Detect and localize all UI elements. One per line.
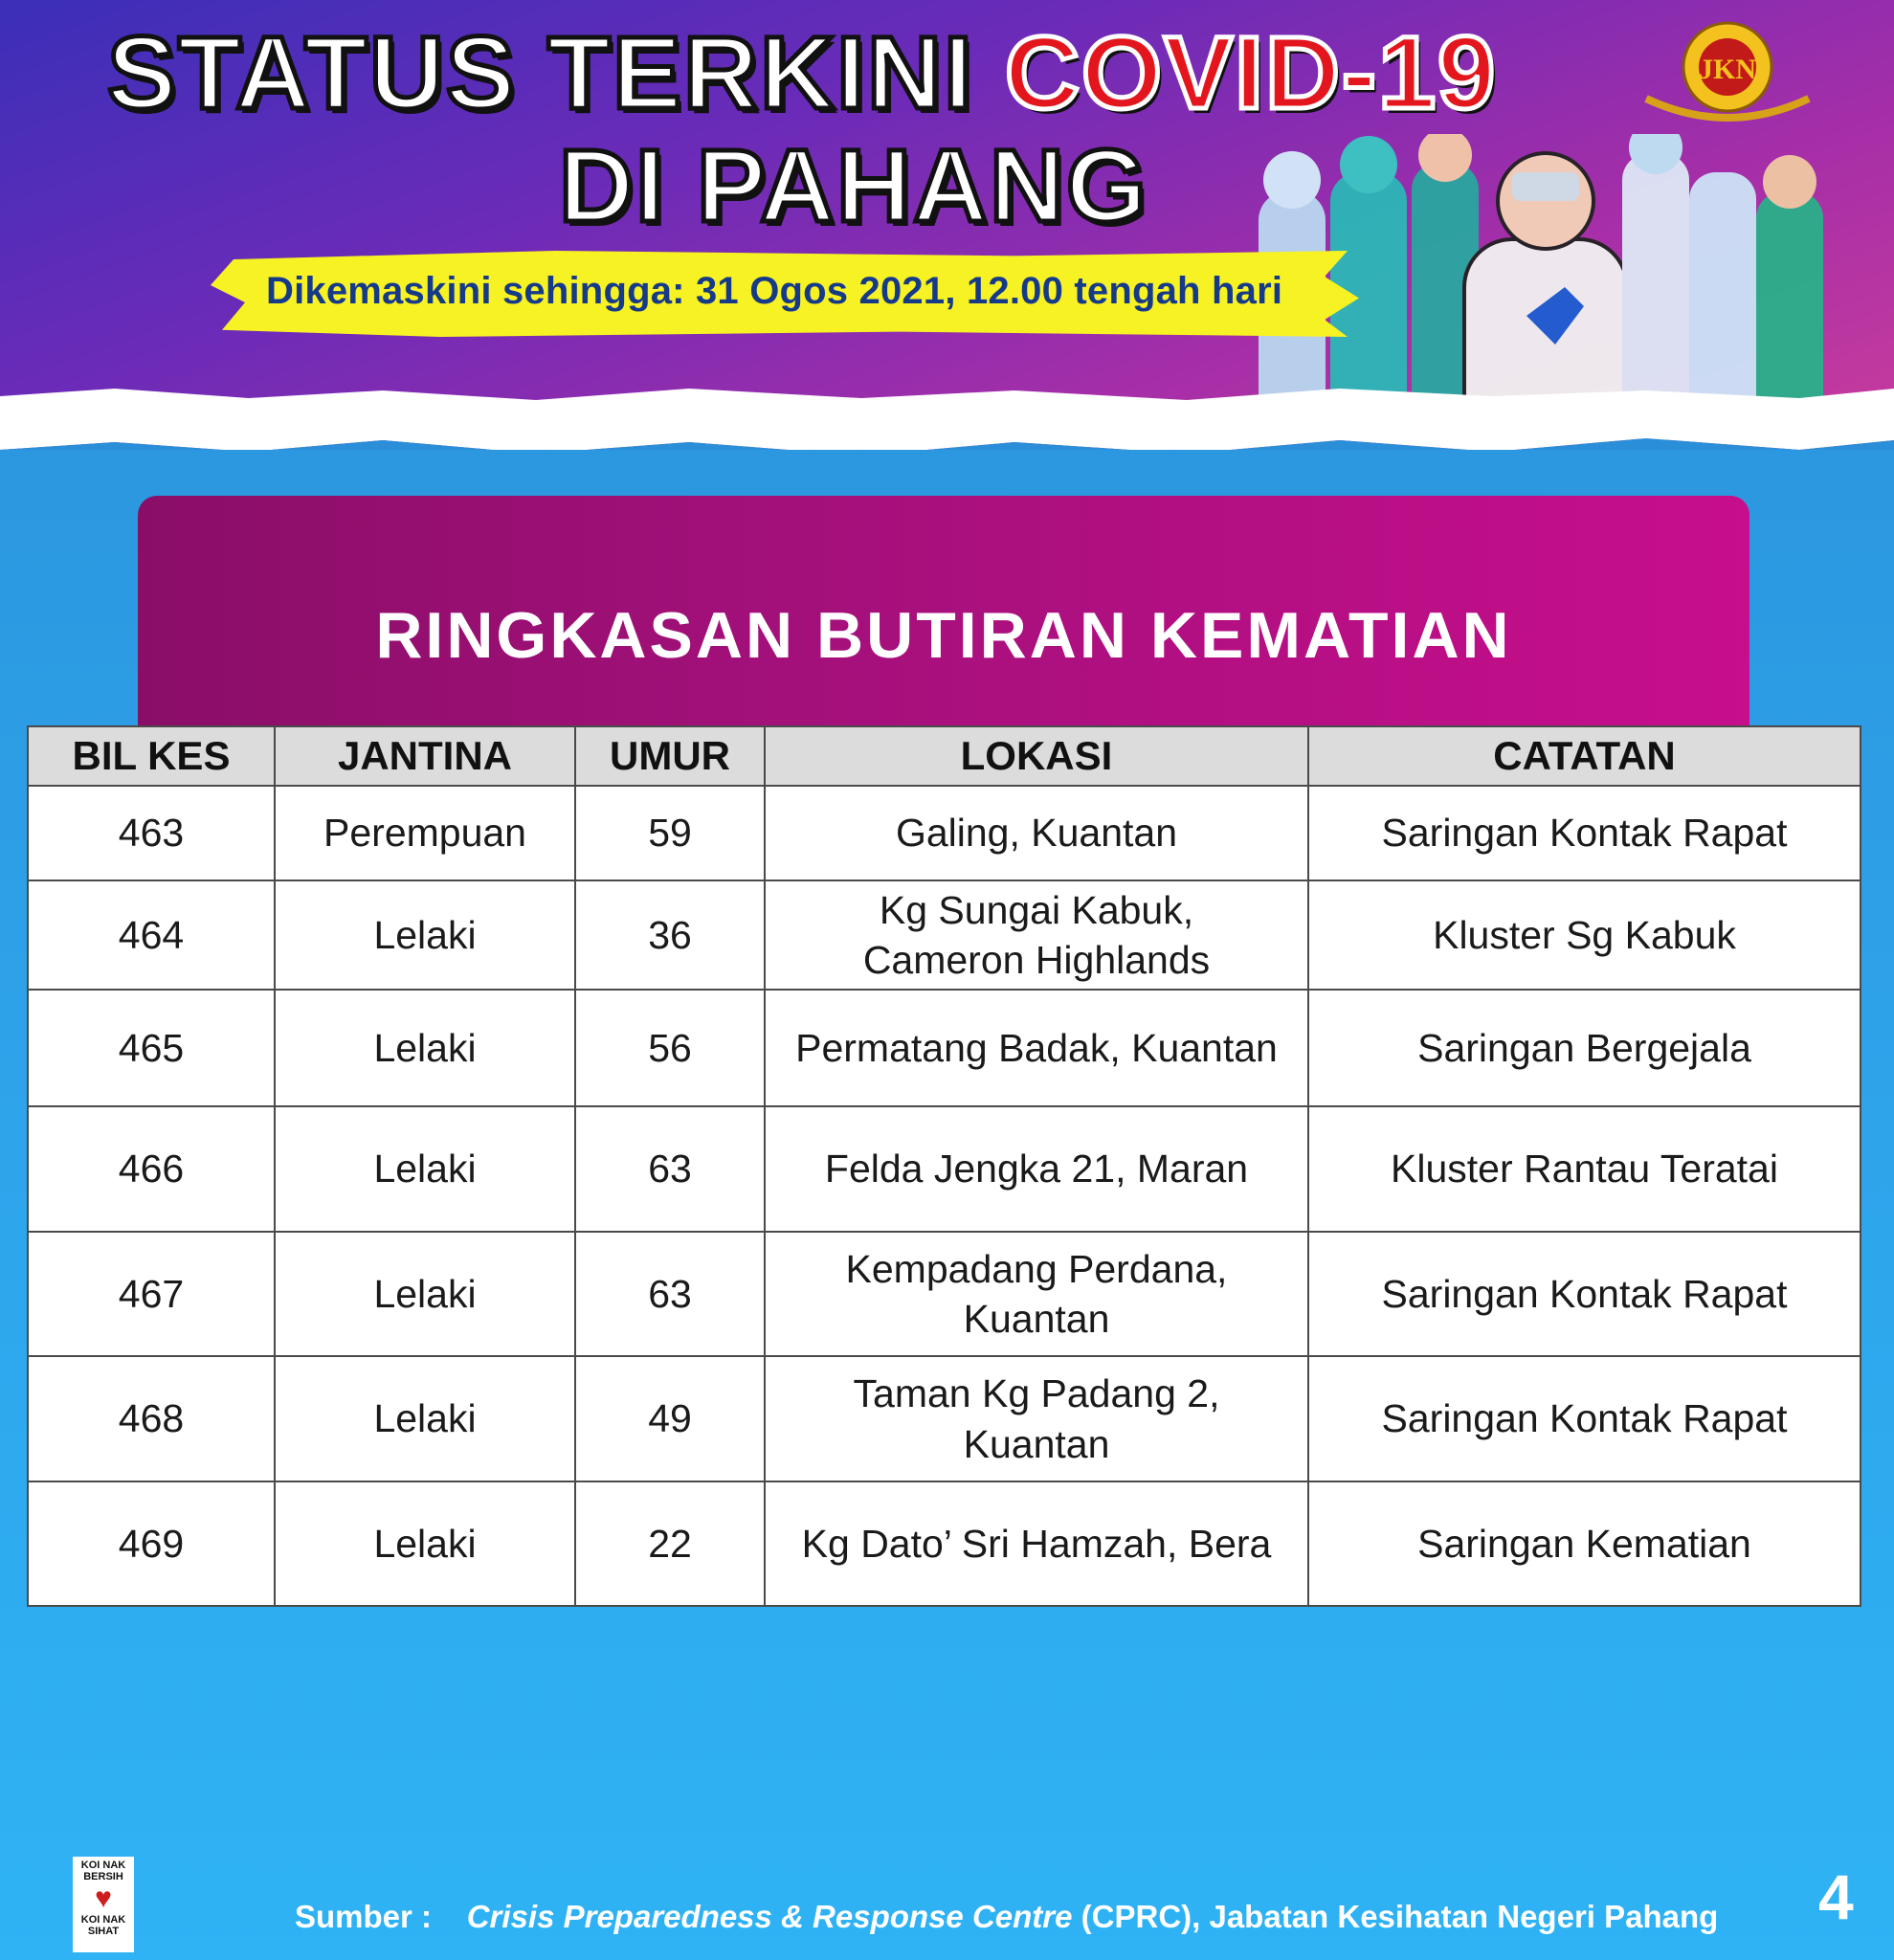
table-row <box>28 1356 1861 1481</box>
title-covid19: COVID-19 <box>1005 14 1498 130</box>
table-row <box>28 990 1861 1106</box>
cell-bil-kes: 469 <box>28 1481 275 1606</box>
lokasi-line1: Kempadang Perdana, <box>845 1246 1228 1291</box>
cell-catatan: Kluster Rantau Teratai <box>1308 1106 1861 1232</box>
cell-catatan: Saringan Kontak Rapat <box>1308 1356 1861 1481</box>
heart-icon: ♥ <box>95 1882 112 1915</box>
header-jantina: JANTINA <box>275 726 575 786</box>
header-lokasi: LOKASI <box>765 726 1308 786</box>
koi-top-text: KOI NAK BERSIH <box>80 1860 126 1882</box>
table-header-row <box>28 726 1861 786</box>
cell-jantina: Lelaki <box>275 1356 575 1481</box>
cell-lokasi <box>765 1106 1308 1232</box>
lokasi-line1: Permatang Badak, Kuantan <box>795 1025 1278 1070</box>
header-umur: UMUR <box>575 726 765 786</box>
koi-nak-sihat-logo <box>73 1857 134 1952</box>
main-title-line2: DI PAHANG <box>559 127 1149 243</box>
title-status-terkini: STATUS TERKINI <box>107 14 974 130</box>
cell-umur: 56 <box>575 990 765 1106</box>
lokasi-line1: Kg Dato’ Sri Hamzah, Bera <box>801 1521 1272 1566</box>
lokasi-line1: Kg Sungai Kabuk, <box>879 887 1194 932</box>
cell-lokasi <box>765 1481 1308 1606</box>
cell-jantina: Lelaki <box>275 1232 575 1356</box>
cell-bil-kes: 465 <box>28 990 275 1106</box>
cell-umur: 36 <box>575 880 765 990</box>
torn-paper-edge <box>0 383 1894 450</box>
lokasi-line1: Felda Jengka 21, Maran <box>824 1147 1249 1192</box>
source-rest: (CPRC), Jabatan Kesihatan Negeri Pahang <box>1072 1899 1719 1934</box>
cell-jantina: Lelaki <box>275 990 575 1106</box>
cell-jantina: Lelaki <box>275 1481 575 1606</box>
cell-bil-kes: 464 <box>28 880 275 990</box>
source-italic: Crisis Preparedness & Response Centre <box>466 1899 1073 1934</box>
cell-umur: 49 <box>575 1356 765 1481</box>
cell-catatan: Kluster Sg Kabuk <box>1308 880 1861 990</box>
table-row <box>28 786 1861 880</box>
lokasi-line2: Kuantan <box>963 1297 1110 1341</box>
source-label: Sumber : <box>295 1899 433 1934</box>
cell-bil-kes: 463 <box>28 786 275 880</box>
cell-bil-kes: 466 <box>28 1106 275 1232</box>
cell-umur: 63 <box>575 1106 765 1232</box>
jkn-logo-icon <box>1637 17 1818 122</box>
cell-lokasi <box>765 1356 1308 1481</box>
page-number: 4 <box>1818 1861 1854 1932</box>
cell-catatan: Saringan Kematian <box>1308 1481 1861 1606</box>
cell-lokasi <box>765 990 1308 1106</box>
table-row <box>28 1106 1861 1232</box>
cell-umur: 59 <box>575 786 765 880</box>
lokasi-line2: Kuantan <box>963 1421 1110 1466</box>
cell-catatan: Saringan Kontak Rapat <box>1308 786 1861 880</box>
table-row <box>28 1481 1861 1606</box>
cell-umur: 22 <box>575 1481 765 1606</box>
koi-bottom-text: KOI NAK SIHAT <box>80 1914 126 1937</box>
cell-jantina: Perempuan <box>275 786 575 880</box>
cell-jantina: Lelaki <box>275 880 575 990</box>
table-row <box>28 880 1861 990</box>
update-date-text: Dikemaskini sehingga: 31 Ogos 2021, 12.00 tengah hari <box>266 270 1283 312</box>
header-catatan: CATATAN <box>1308 726 1861 786</box>
section-title: RINGKASAN BUTIRAN KEMATIAN <box>375 599 1512 672</box>
cell-lokasi <box>765 1232 1308 1356</box>
header-bil-kes: BIL KES <box>28 726 275 786</box>
cell-lokasi <box>765 786 1308 880</box>
logo-text: JKN <box>1699 54 1756 85</box>
table-row <box>28 1232 1861 1356</box>
cell-umur: 63 <box>575 1232 765 1356</box>
lokasi-line1: Galing, Kuantan <box>895 811 1178 856</box>
cell-bil-kes: 467 <box>28 1232 275 1356</box>
cell-jantina: Lelaki <box>275 1106 575 1232</box>
cell-catatan: Saringan Kontak Rapat <box>1308 1232 1861 1356</box>
main-title-line1 <box>107 14 1498 130</box>
lokasi-line1: Taman Kg Padang 2, <box>853 1371 1220 1416</box>
death-details-table <box>27 725 1861 1607</box>
lokasi-line2: Cameron Highlands <box>862 938 1211 982</box>
cell-catatan: Saringan Bergejala <box>1308 990 1861 1106</box>
cell-bil-kes: 468 <box>28 1356 275 1481</box>
source-footer <box>295 1899 1718 1935</box>
cell-lokasi <box>765 880 1308 990</box>
